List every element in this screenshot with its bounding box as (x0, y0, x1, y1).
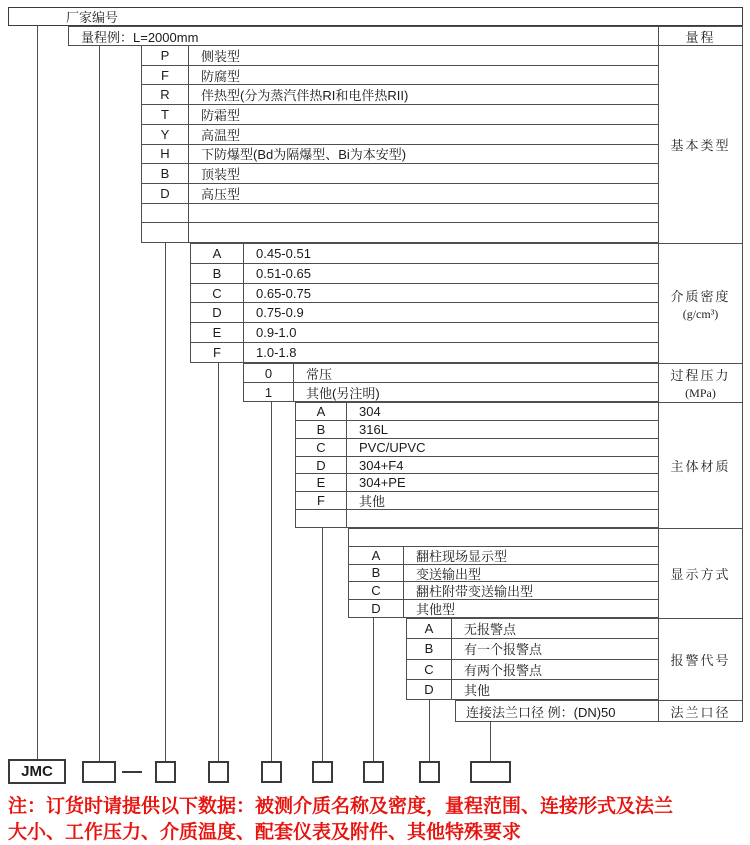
connector-line-display (373, 618, 374, 761)
row-code: A (191, 244, 244, 263)
code-box-alarm (419, 761, 440, 783)
row-desc: 304 (359, 403, 381, 419)
table-row (296, 491, 658, 509)
row-desc: 0.65-0.75 (256, 285, 311, 301)
section-label-range: 量程 (659, 27, 742, 46)
table-row (296, 403, 658, 420)
pressure-unit: (MPa) (685, 386, 716, 400)
row-code: D (407, 680, 452, 699)
row-code: 0 (244, 364, 294, 382)
code-box-flange (470, 761, 511, 783)
row-code: 1 (244, 383, 294, 401)
row-desc: 伴热型(分为蒸汽伴热RI和电伴热RII) (201, 88, 409, 104)
row-desc: 0.51-0.65 (256, 265, 311, 281)
connector-line-pressure (271, 402, 272, 761)
section-label-pressure: 过程压力 (MPa) (659, 364, 742, 403)
row-code: F (191, 343, 244, 362)
ordering-note-line2: 大小、工作压力、介质温度、配套仪表及附件、其他特殊要求 (8, 822, 522, 843)
table-row (142, 124, 658, 144)
model-prefix-box (8, 759, 66, 784)
row-code: E (191, 323, 244, 342)
row-code: F (142, 66, 189, 85)
row-desc: 防腐型 (201, 68, 241, 84)
table-row (296, 420, 658, 438)
row-code: A (349, 547, 404, 564)
factory-code-box (8, 7, 743, 26)
table-row (349, 564, 658, 582)
code-box-material (312, 761, 333, 783)
row-code: D (142, 184, 189, 203)
section-label-density: 介质密度 (g/cm³) (659, 244, 742, 364)
row-desc: 侧装型 (201, 48, 241, 64)
row-code: C (191, 284, 244, 303)
section-label-column (658, 26, 743, 722)
table-row (407, 619, 658, 638)
row-code: D (296, 457, 347, 474)
ordering-note-line1: 注：订货时请提供以下数据：被测介质名称及密度，量程范围、连接形式及法兰 (8, 796, 674, 817)
table-row (296, 473, 658, 491)
factory-code-label: 厂家编号 (66, 10, 119, 25)
table-row (296, 456, 658, 474)
connector-line-material (322, 528, 323, 761)
code-box-range (82, 761, 116, 783)
row-code: C (349, 582, 404, 599)
model-prefix: JMC (21, 763, 53, 780)
flange-row (455, 700, 658, 722)
row-desc: 1.0-1.8 (256, 345, 297, 361)
row-desc: PVC/UPVC (359, 439, 426, 455)
code-box-pressure (261, 761, 282, 783)
range-example-row (68, 26, 658, 46)
row-code: C (296, 439, 347, 456)
ordering-note (8, 794, 750, 845)
density-table (190, 243, 658, 363)
row-desc: 翻柱现场显示型 (416, 548, 508, 564)
dash-separator (122, 771, 142, 773)
section-label-basic-type: 基本类型 (659, 46, 742, 244)
table-row-empty (142, 222, 658, 242)
basic-type-table (141, 45, 658, 243)
table-row-empty (349, 529, 658, 546)
range-example-text: 量程例：L=2000mm (81, 29, 199, 45)
row-desc: 翻柱附带变送输出型 (416, 584, 534, 600)
row-code: A (407, 619, 452, 638)
row-desc: 变送输出型 (416, 566, 482, 582)
table-row (142, 46, 658, 65)
row-desc: 其他 (464, 682, 491, 698)
display-mode-table (348, 528, 658, 618)
table-row (407, 638, 658, 658)
row-code: R (142, 85, 189, 104)
table-row (142, 84, 658, 104)
table-row (349, 581, 658, 599)
connector-line-factory (37, 25, 38, 759)
row-code: P (142, 46, 189, 65)
density-unit: (g/cm³) (682, 306, 719, 321)
row-code: H (142, 145, 189, 164)
row-code: B (142, 164, 189, 183)
row-desc: 其他(另注明) (306, 385, 380, 401)
connector-line-range (99, 45, 100, 761)
table-row (191, 342, 658, 362)
row-desc: 高压型 (201, 186, 241, 202)
row-code: E (296, 474, 347, 491)
table-row (244, 382, 658, 401)
table-row-empty (296, 509, 658, 527)
row-code: D (349, 600, 404, 617)
code-box-basic-type (155, 761, 176, 783)
row-desc: 316L (359, 421, 388, 437)
section-label-display: 显示方式 (659, 529, 742, 619)
row-desc: 0.45-0.51 (256, 245, 311, 261)
row-code: B (407, 639, 452, 658)
table-row (244, 364, 658, 382)
row-code: F (296, 492, 347, 509)
section-label-material: 主体材质 (659, 403, 742, 529)
table-row (349, 599, 658, 617)
connector-line-alarm (429, 700, 430, 761)
flange-text: 连接法兰口径 例：(DN)50 (466, 704, 616, 720)
row-desc: 0.75-0.9 (256, 305, 304, 321)
row-desc: 无报警点 (464, 622, 517, 638)
row-code: Y (142, 125, 189, 144)
row-desc: 有两个报警点 (464, 662, 543, 678)
row-desc: 防霜型 (201, 107, 241, 123)
table-row (407, 679, 658, 699)
table-row (349, 546, 658, 564)
row-code: A (296, 403, 347, 420)
row-desc: 下防爆型(Bd为隔爆型、Bi为本安型) (201, 147, 407, 163)
connector-line-basic-type (165, 243, 166, 761)
row-code: T (142, 105, 189, 124)
row-desc: 高温型 (201, 127, 241, 143)
row-desc: 0.9-1.0 (256, 325, 297, 341)
table-row (191, 263, 658, 283)
pressure-table (243, 363, 658, 402)
alarm-code-table (406, 618, 658, 700)
row-code: B (349, 565, 404, 582)
table-row (142, 163, 658, 183)
code-box-density (208, 761, 229, 783)
row-desc: 304+PE (359, 475, 406, 491)
row-desc: 有一个报警点 (464, 642, 543, 658)
section-label-flange: 法兰口径 (670, 704, 731, 720)
table-row (191, 322, 658, 342)
table-row-empty (142, 203, 658, 223)
row-desc: 顶装型 (201, 167, 241, 183)
table-row (191, 283, 658, 303)
table-row (296, 438, 658, 456)
table-row (191, 244, 658, 263)
section-label-alarm: 报警代号 (659, 619, 742, 701)
row-code: B (296, 421, 347, 438)
row-desc: 304+F4 (359, 457, 404, 473)
connector-line-flange (490, 722, 491, 761)
row-desc: 常压 (306, 366, 333, 382)
code-box-display (363, 761, 384, 783)
row-desc: 其他 (359, 494, 386, 510)
table-row (142, 104, 658, 124)
table-row (191, 302, 658, 322)
table-row (142, 65, 658, 85)
row-code: B (191, 264, 244, 283)
row-code: D (191, 303, 244, 322)
table-row (407, 659, 658, 679)
table-row (142, 144, 658, 164)
material-table (295, 402, 658, 528)
connector-line-density (218, 363, 219, 761)
row-desc: 其他型 (416, 602, 456, 618)
table-row (142, 183, 658, 203)
row-code: C (407, 660, 452, 679)
